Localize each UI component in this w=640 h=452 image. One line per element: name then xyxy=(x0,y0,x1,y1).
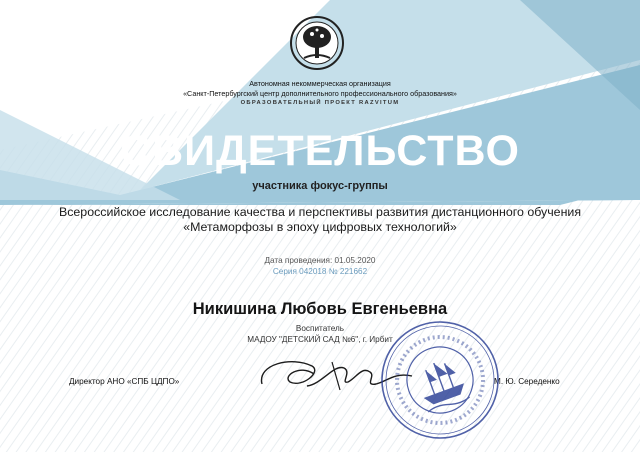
org-name-line2: «Санкт-Петербургский центр дополнительного профессионального образования» xyxy=(183,89,457,98)
director-label: Директор АНО «СПБ ЦДПО» xyxy=(69,377,180,386)
description-line1: Всероссийское исследование качества и перспективы развития дистанционного обучения xyxy=(58,205,582,219)
org-name-line1: Автономная некоммерческая организация xyxy=(249,79,391,88)
ship-seal-stamp xyxy=(378,318,502,442)
signer-name: М. Ю. Середенко xyxy=(494,377,560,386)
certificate-title: СВИДЕТЕЛЬСТВО xyxy=(120,127,520,175)
event-date: Дата проведения: 01.05.2020 xyxy=(264,256,376,265)
recipient-school: МАДОУ "ДЕТСКИЙ САД №6", г. Ирбит xyxy=(247,335,393,344)
description-line2: «Метаморфозы в эпоху цифровых технологий» xyxy=(183,220,457,234)
project-label: ОБРАЗОВАТЕЛЬНЫЙ ПРОЕКТ RAZVITUM xyxy=(240,100,400,106)
certificate-subtitle: участника фокус-группы xyxy=(252,180,388,192)
recipient-name: Никишина Любовь Евгеньевна xyxy=(192,300,448,318)
recipient-role: Воспитатель xyxy=(295,324,345,333)
serial-number: Серия 042018 № 221662 xyxy=(272,267,368,276)
tree-emblem-icon xyxy=(284,14,350,74)
